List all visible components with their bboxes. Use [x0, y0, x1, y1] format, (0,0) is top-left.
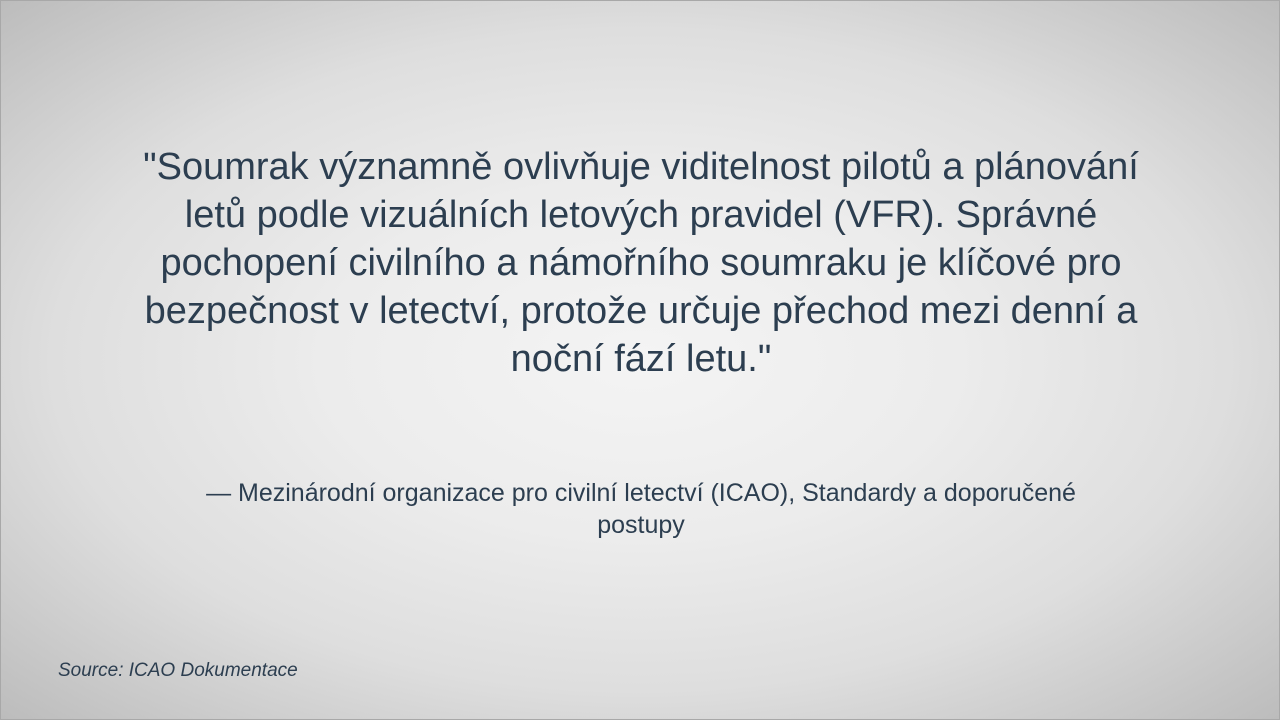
quote-attribution: — Mezinárodní organizace pro civilní letectví (ICAO), Standardy a doporučené postupy: [206, 479, 1076, 539]
quote-text: "Soumrak významně ovlivňuje viditelnost pilotů a plánování letů podle vizuálních letových pravidel (VFR). Správné pochopení civilního a námořního soumraku je klíčové pro bezpečnost v letectví, protože určuje přechod mezi denní a noční fází letu.": [143, 146, 1139, 380]
source-note: Source: ICAO Dokumentace: [58, 660, 298, 681]
